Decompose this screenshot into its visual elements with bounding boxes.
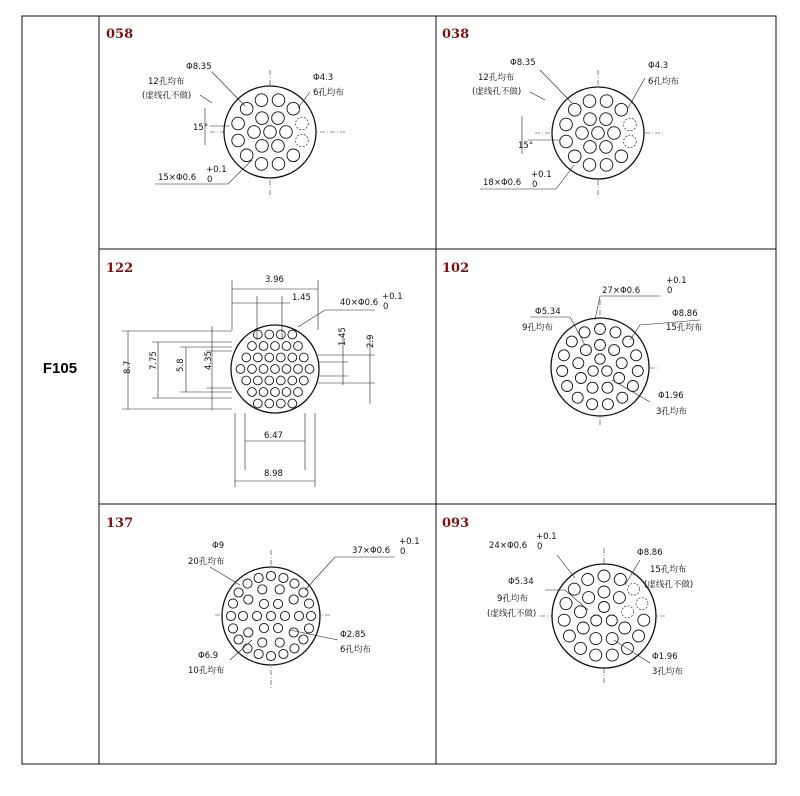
nozzle-hole xyxy=(288,353,297,362)
nozzle-hole xyxy=(598,570,610,582)
nozzle-hole xyxy=(290,644,299,653)
nozzle-hole xyxy=(254,573,263,582)
nozzle-hole xyxy=(558,350,569,361)
nozzle-hole xyxy=(296,134,309,147)
nozzle-hole xyxy=(253,353,262,362)
nozzle-hole xyxy=(271,365,280,374)
nozzle-hole xyxy=(276,376,285,385)
nozzle-hole xyxy=(280,611,289,620)
inner-hole-note: 6孔均布 xyxy=(340,645,371,655)
nozzle-hole xyxy=(234,588,243,597)
nozzle-drawing xyxy=(551,300,660,425)
nozzle-hole xyxy=(228,624,237,633)
part-code: 058 xyxy=(106,27,134,42)
cell-093 xyxy=(442,516,693,685)
part-family-label: F105 xyxy=(42,360,78,377)
nozzle-hole xyxy=(592,127,605,140)
nozzle-hole xyxy=(563,630,575,642)
mid-diameter: Φ5.34 xyxy=(508,577,534,587)
nozzle-drawing xyxy=(535,70,665,196)
nozzle-hole xyxy=(294,611,303,620)
nozzle-hole xyxy=(296,117,309,130)
nozzle-hole xyxy=(248,365,257,374)
inner-diameter: Φ4.3 xyxy=(313,73,334,83)
nozzle-hole xyxy=(265,376,274,385)
nozzle-hole xyxy=(583,592,595,604)
nozzle-hole xyxy=(305,365,314,374)
nozzle-hole xyxy=(602,382,613,393)
nozzle-hole xyxy=(259,342,268,351)
outer-hole-note2: (虚线孔不做) xyxy=(472,87,522,97)
nozzle-hole xyxy=(236,365,245,374)
nozzle-hole xyxy=(232,134,245,147)
nozzle-hole xyxy=(266,571,275,580)
nozzle-hole xyxy=(610,327,621,338)
tolerance-upper: +0.1 xyxy=(531,170,552,180)
mid-hole-note: 10孔均布 xyxy=(188,666,225,676)
tolerance-lower: 0 xyxy=(537,542,543,552)
nozzle-hole xyxy=(259,599,268,608)
nozzle-hole xyxy=(280,126,293,139)
tolerance-upper: +0.1 xyxy=(399,537,420,547)
nozzle-hole xyxy=(228,599,237,608)
nozzle-hole xyxy=(294,342,303,351)
tolerance-upper: +0.1 xyxy=(536,532,557,542)
cell-137 xyxy=(106,516,420,690)
nozzle-hole xyxy=(256,112,269,125)
nozzle-hole xyxy=(602,399,613,410)
nozzle-hole xyxy=(264,126,277,139)
nozzle-hole xyxy=(595,324,606,335)
nozzle-hole xyxy=(273,624,282,633)
nozzle-hole xyxy=(254,649,263,658)
nozzle-hole xyxy=(582,574,594,586)
nozzle-hole xyxy=(609,345,620,356)
outer-hole-note: 20孔均布 xyxy=(188,557,225,567)
nozzle-hole xyxy=(575,642,587,654)
outer-hole-note: 12孔均布 xyxy=(148,77,185,87)
hole-count: 24×Φ0.6 xyxy=(489,541,528,551)
dim-pitch: 1.45 xyxy=(292,293,311,303)
nozzle-hole xyxy=(289,628,298,637)
nozzle-hole xyxy=(575,373,586,384)
dim-width: 8.98 xyxy=(264,469,283,479)
inner-hole-note: 6孔均布 xyxy=(313,88,344,98)
nozzle-hole xyxy=(265,353,274,362)
part-code: 137 xyxy=(106,516,134,531)
nozzle-hole xyxy=(595,340,606,351)
nozzle-hole xyxy=(558,614,570,626)
nozzle-hole xyxy=(557,366,568,377)
nozzle-hole xyxy=(287,102,300,115)
nozzle-hole xyxy=(265,399,274,408)
dim-pitch: 2.9 xyxy=(366,334,376,348)
nozzle-hole xyxy=(234,635,243,644)
nozzle-hole xyxy=(562,381,573,392)
nozzle-hole xyxy=(560,135,573,148)
nozzle-hole xyxy=(266,651,275,660)
inner-diameter: Φ4.3 xyxy=(648,61,669,71)
nozzle-hole xyxy=(240,102,253,115)
nozzle-hole xyxy=(623,336,634,347)
nozzle-hole xyxy=(595,354,605,364)
cell-038 xyxy=(442,27,679,196)
nozzle-hole xyxy=(259,365,268,374)
nozzle-hole xyxy=(294,388,303,397)
cell-102 xyxy=(442,261,703,425)
nozzle-hole xyxy=(248,342,257,351)
nozzle-hole xyxy=(615,103,628,116)
nozzle-hole xyxy=(275,638,284,647)
hole-count: 40×Φ0.6 xyxy=(340,298,379,308)
nozzle-hole xyxy=(600,159,613,172)
hole-count: 37×Φ0.6 xyxy=(352,546,391,556)
nozzle-hole xyxy=(238,611,247,620)
nozzle-hole xyxy=(615,150,628,163)
nozzle-hole xyxy=(587,399,598,410)
outer-hole-note: 15孔均布 xyxy=(650,565,687,575)
nozzle-hole xyxy=(272,94,285,107)
nozzle-hole xyxy=(256,140,269,153)
nozzle-hole xyxy=(258,585,267,594)
nozzle-hole xyxy=(580,345,591,356)
nozzle-hole xyxy=(248,126,261,139)
nozzle-hole xyxy=(279,573,288,582)
outer-hole-note: 15孔均布 xyxy=(666,323,703,333)
dim-width: 6.47 xyxy=(264,431,283,441)
nozzle-hole xyxy=(272,112,285,125)
nozzle-hole xyxy=(631,350,642,361)
nozzle-hole xyxy=(242,376,251,385)
nozzle-hole xyxy=(583,95,596,108)
outer-hole-note: 12孔均布 xyxy=(478,73,515,83)
nozzle-hole xyxy=(590,633,602,645)
nozzle-hole xyxy=(577,622,589,634)
nozzle-hole xyxy=(226,611,235,620)
hole-count: 18×Φ0.6 xyxy=(483,178,522,188)
nozzle-hole xyxy=(619,622,631,634)
outer-diameter: Φ8.86 xyxy=(637,548,663,558)
nozzle-hole xyxy=(574,606,586,618)
outer-diameter: Φ8.86 xyxy=(672,309,698,319)
tolerance-lower: 0 xyxy=(532,180,538,190)
nozzle-hole xyxy=(299,353,308,362)
tolerance-lower: 0 xyxy=(383,302,389,312)
dim-pitch: 1.45 xyxy=(338,327,348,346)
nozzle-hole xyxy=(602,366,612,376)
nozzle-hole xyxy=(248,388,257,397)
nozzle-hole xyxy=(243,644,252,653)
dim-height: 8.7 xyxy=(123,360,133,374)
outer-diameter: Φ8.35 xyxy=(510,58,536,68)
inner-diameter: Φ1.96 xyxy=(658,391,684,401)
part-code: 102 xyxy=(442,261,470,276)
nozzle-hole xyxy=(288,376,297,385)
nozzle-hole xyxy=(266,611,275,620)
nozzle-hole xyxy=(244,595,253,604)
outer-diameter: Φ8.35 xyxy=(186,62,212,72)
nozzle-hole xyxy=(622,606,634,618)
nozzle-hole xyxy=(584,113,597,126)
nozzle-drawing xyxy=(215,550,330,690)
dim-height: 4.35 xyxy=(204,351,214,370)
nozzle-hole xyxy=(568,583,580,595)
inner-hole-note: 6孔均布 xyxy=(648,77,679,87)
mid-diameter: Φ6.9 xyxy=(198,651,219,661)
nozzle-hole xyxy=(299,376,308,385)
nozzle-hole xyxy=(240,149,253,162)
nozzle-hole xyxy=(617,392,628,403)
nozzle-hole xyxy=(628,583,640,595)
nozzle-hole xyxy=(279,649,288,658)
part-code: 122 xyxy=(106,261,134,276)
nozzle-hole xyxy=(568,150,581,163)
nozzle-hole xyxy=(265,330,274,339)
nozzle-hole xyxy=(259,388,268,397)
mid-diameter: Φ5.34 xyxy=(535,307,561,317)
outer-hole-note2: (虚线孔不做) xyxy=(644,580,694,590)
nozzle-drawing xyxy=(540,548,665,685)
nozzle-hole xyxy=(633,630,645,642)
nozzle-hole xyxy=(290,579,299,588)
nozzle-hole xyxy=(632,366,643,377)
cell-122 xyxy=(106,261,403,487)
nozzle-hole xyxy=(624,118,637,131)
nozzle-hole xyxy=(614,574,626,586)
nozzle-hole xyxy=(244,628,253,637)
nozzle-hole xyxy=(252,611,261,620)
hole-count: 15×Φ0.6 xyxy=(158,173,197,183)
inner-hole-note: 3孔均布 xyxy=(656,407,687,417)
tolerance-upper: +0.1 xyxy=(666,276,687,286)
angle-label: 15° xyxy=(193,123,209,133)
nozzle-hole xyxy=(253,399,262,408)
nozzle-hole xyxy=(616,358,627,369)
part-code: 038 xyxy=(442,27,470,42)
nozzle-hole xyxy=(608,127,621,140)
cell-058 xyxy=(106,27,345,196)
angle-label: 15° xyxy=(518,141,534,151)
nozzle-hole xyxy=(598,586,610,598)
tolerance-upper: +0.1 xyxy=(382,292,403,302)
nozzle-hole xyxy=(560,598,572,610)
dim-height: 7.75 xyxy=(149,351,159,370)
outer-diameter: Φ9 xyxy=(212,541,225,551)
nozzle-hole xyxy=(282,365,291,374)
nozzle-hole xyxy=(583,159,596,172)
nozzle-hole xyxy=(255,94,268,107)
nozzle-hole xyxy=(294,365,303,374)
nozzle-hole xyxy=(276,399,285,408)
nozzle-hole xyxy=(591,615,602,626)
hole-count: 27×Φ0.6 xyxy=(602,286,641,296)
nozzle-hole xyxy=(242,353,251,362)
nozzle-hole xyxy=(289,595,298,604)
nozzle-hole xyxy=(259,624,268,633)
nozzle-hole xyxy=(253,330,262,339)
nozzle-hole xyxy=(560,118,573,131)
inner-diameter: Φ2.85 xyxy=(340,630,366,640)
inner-diameter: Φ1.96 xyxy=(652,652,678,662)
tolerance-lower: 0 xyxy=(207,175,213,185)
nozzle-hole xyxy=(613,592,625,604)
nozzle-hole xyxy=(272,158,285,171)
nozzle-hole xyxy=(304,624,313,633)
nozzle-hole xyxy=(276,330,285,339)
nozzle-hole xyxy=(304,599,313,608)
dim-width: 3.96 xyxy=(265,275,284,285)
nozzle-hole xyxy=(306,611,315,620)
nozzle-hole xyxy=(255,158,268,171)
nozzle-hole xyxy=(299,635,308,644)
nozzle-hole xyxy=(258,638,267,647)
nozzle-hole xyxy=(590,649,602,661)
nozzle-hole xyxy=(573,358,584,369)
mid-hole-note2: (虚线孔不做) xyxy=(487,609,537,619)
tolerance-lower: 0 xyxy=(667,286,673,296)
nozzle-hole xyxy=(606,615,617,626)
nozzle-hole xyxy=(599,602,610,613)
nozzle-hole xyxy=(288,399,297,408)
nozzle-hole xyxy=(584,141,597,154)
nozzle-hole xyxy=(232,117,245,130)
nozzle-hole xyxy=(606,633,618,645)
nozzle-hole xyxy=(287,149,300,162)
nozzle-hole xyxy=(273,599,282,608)
mid-hole-note: 9孔均布 xyxy=(522,323,553,333)
mid-hole-note: 9孔均布 xyxy=(497,594,528,604)
nozzle-hole xyxy=(243,579,252,588)
nozzle-hole xyxy=(288,330,297,339)
nozzle-hole xyxy=(600,95,613,108)
nozzle-hole xyxy=(568,103,581,116)
nozzle-hole xyxy=(587,382,598,393)
nozzle-drawing xyxy=(231,325,319,413)
nozzle-hole xyxy=(566,336,577,347)
tolerance-upper: +0.1 xyxy=(206,165,227,175)
nozzle-hole xyxy=(272,140,285,153)
nozzle-hole xyxy=(588,366,598,376)
nozzle-hole xyxy=(606,649,618,661)
tolerance-lower: 0 xyxy=(400,547,406,557)
nozzle-hole xyxy=(600,113,613,126)
nozzle-hole xyxy=(271,342,280,351)
part-code: 093 xyxy=(442,516,470,531)
inner-hole-note: 3孔均布 xyxy=(652,667,683,677)
nozzle-hole xyxy=(271,388,280,397)
nozzle-hole xyxy=(282,342,291,351)
outer-hole-note2: (虚线孔不做) xyxy=(142,91,192,101)
dim-height: 5.8 xyxy=(176,358,186,372)
nozzle-hole xyxy=(572,392,583,403)
nozzle-hole xyxy=(282,388,291,397)
nozzle-hole xyxy=(624,135,637,148)
nozzle-hole xyxy=(253,376,262,385)
nozzle-hole xyxy=(600,141,613,154)
nozzle-hole xyxy=(299,588,308,597)
nozzle-hole xyxy=(576,127,589,140)
nozzle-hole xyxy=(636,598,648,610)
nozzle-hole xyxy=(579,327,590,338)
nozzle-hole xyxy=(276,353,285,362)
nozzle-hole xyxy=(275,585,284,594)
nozzle-hole xyxy=(638,614,650,626)
